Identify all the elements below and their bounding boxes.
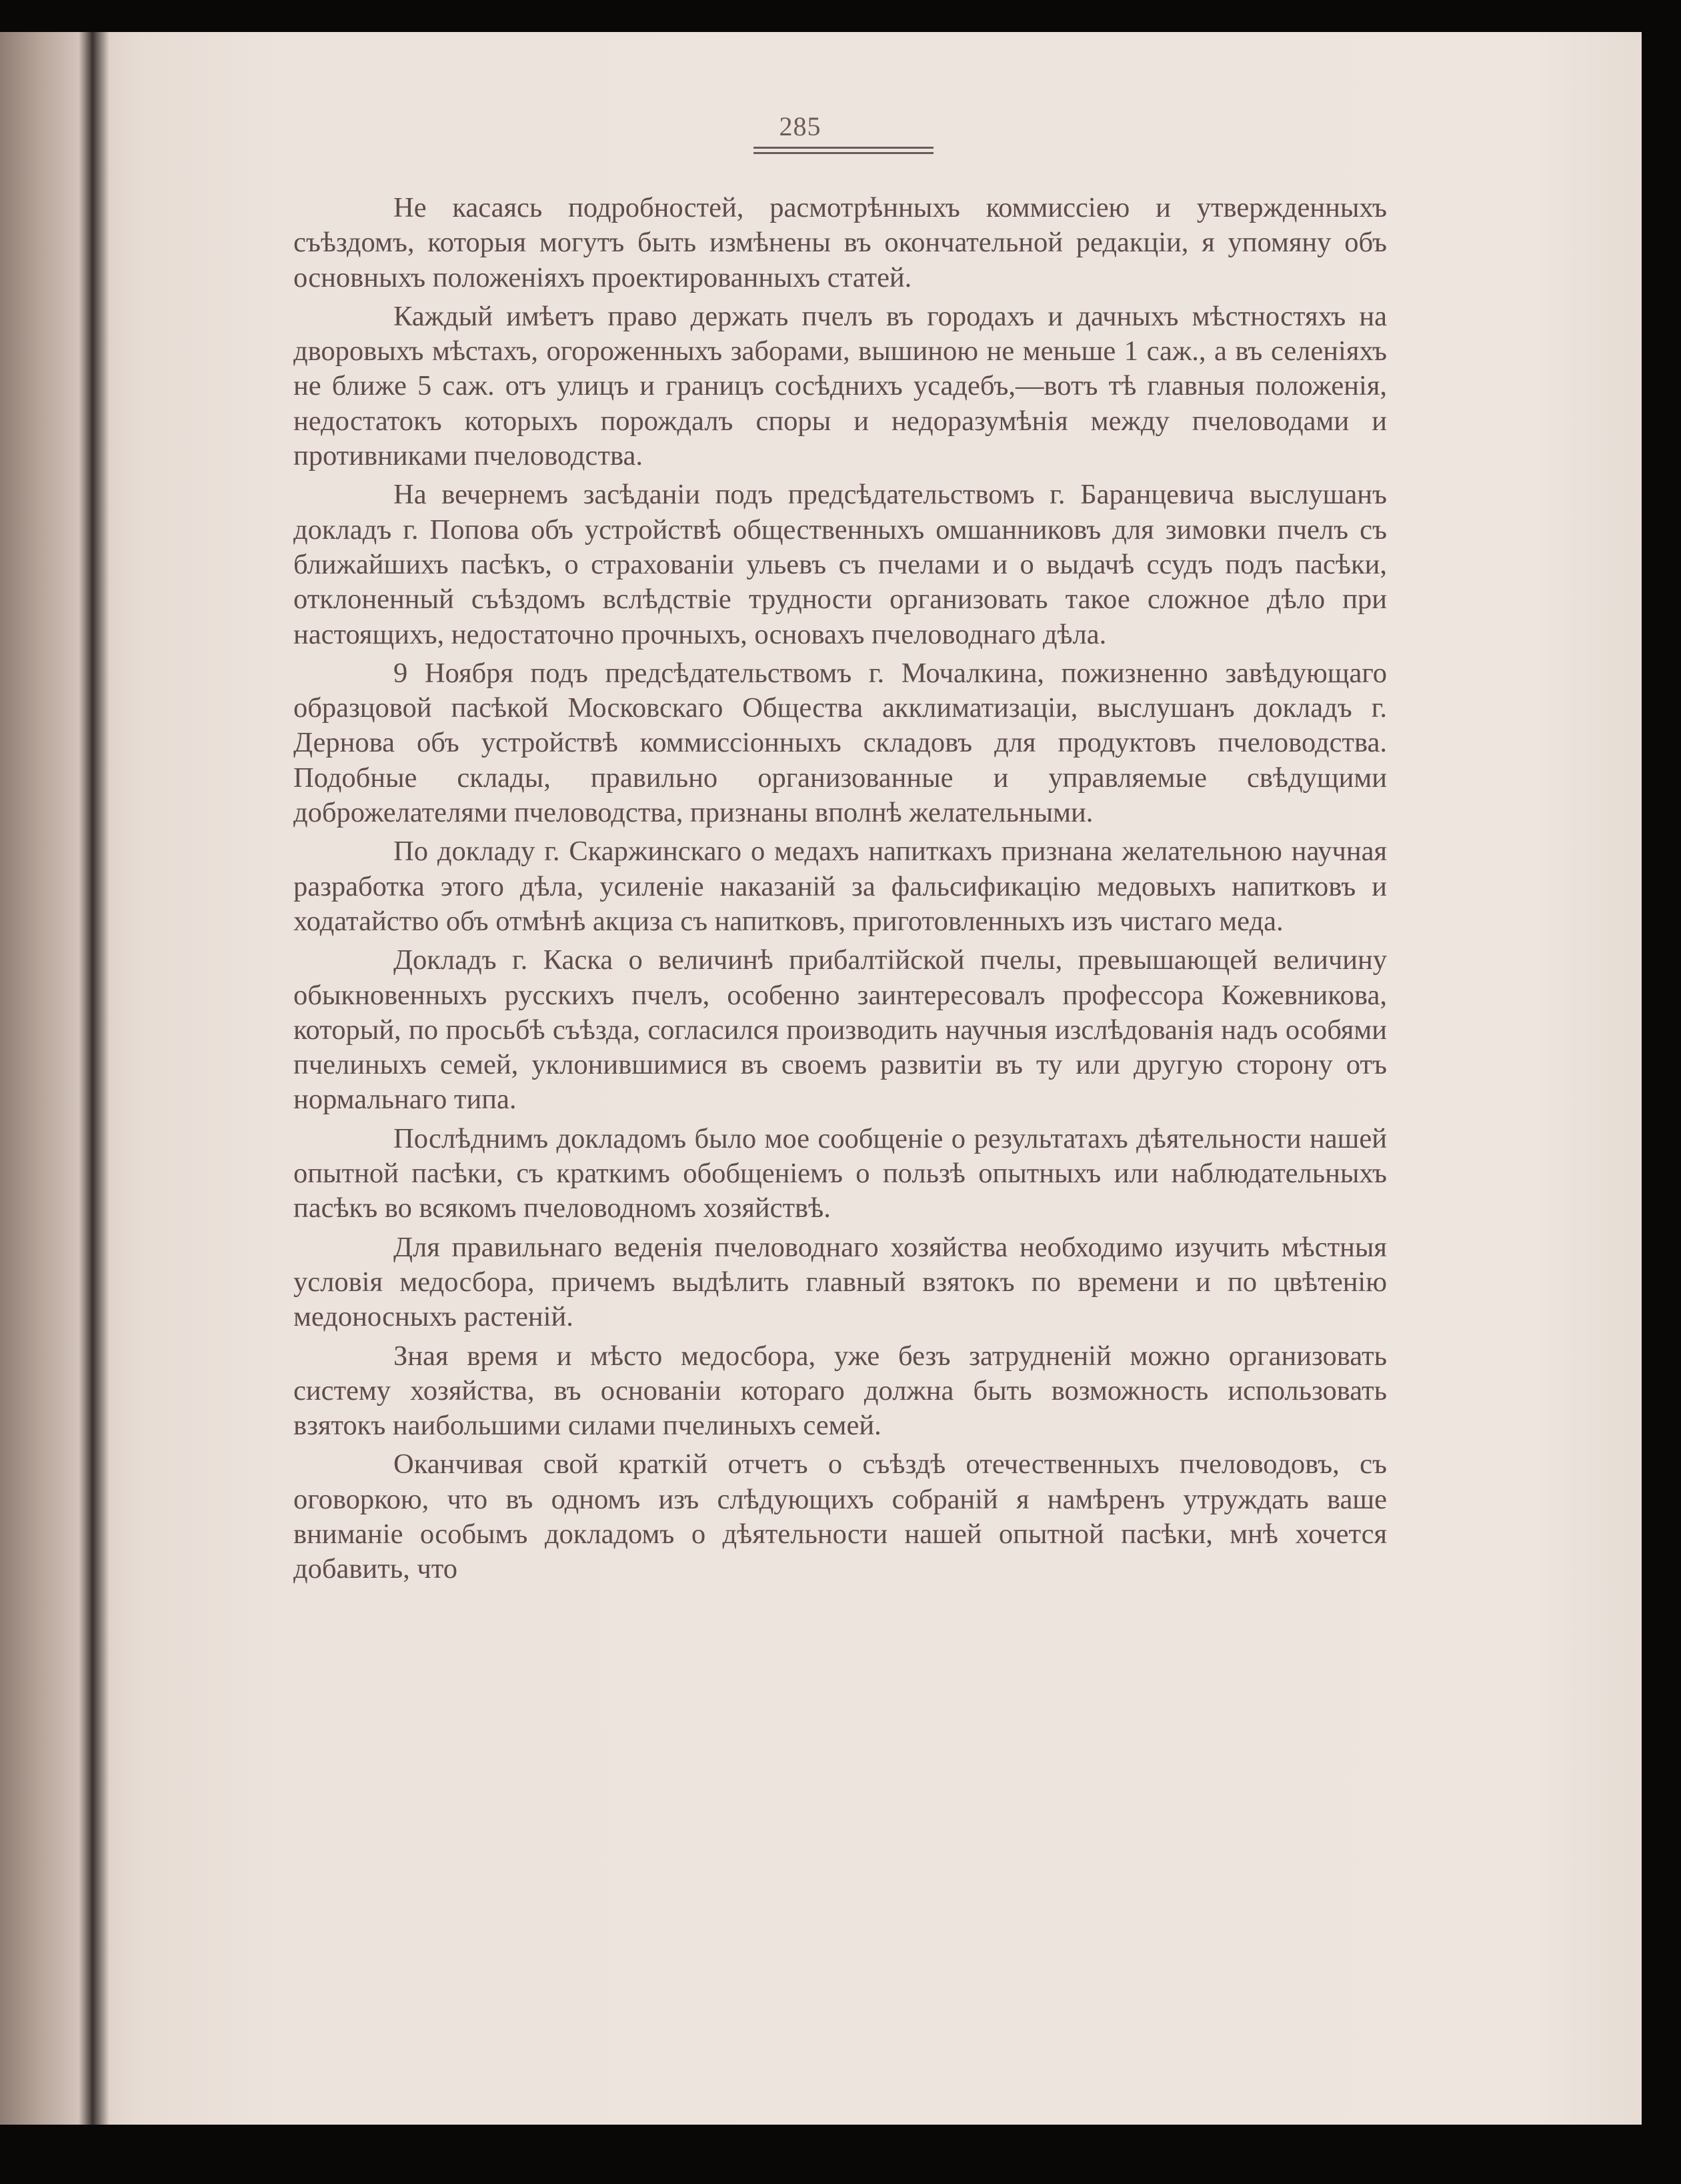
paragraph-management-conditions: Для правильнаго веденiя пчеловоднаго хозяйства необходимо изучить мѣстныя условiя медосбора, причемъ выдѣлить главный взятокъ по времени и по цвѣтенiю медоносныхъ растенiй. [293, 1231, 1387, 1333]
header-rule-top [753, 147, 934, 149]
page-number: 285 [779, 111, 821, 141]
paragraph-honey-flow-system: Зная время и мѣсто медосбора, уже безъ затрудненiй можно организовать систему хозяйства, въ основанiи котораго должна быть возможность использовать взятокъ наибольшими силами пчелиныхъ семей. [293, 1340, 1387, 1442]
paragraph-concluding-report: Оканчивая свой краткiй отчетъ о съѣздѣ отечественныхъ пчеловодовъ, съ оговоркою, что въ одномъ изъ слѣдующихъ собранiй я намѣренъ утруждать ваше вниманiе особымъ докладомъ о дѣятельности нашей опытной пасѣки, мнѣ хочется добавить, что [293, 1448, 1387, 1585]
header-rule-bottom [753, 152, 934, 154]
book-page [0, 32, 1642, 2125]
paragraph-commission-provisions: Не касаясь подробностей, расмотрѣнныхъ коммиссiею и утвержденныхъ съѣздомъ, которыя могутъ быть измѣнены въ окончательной редакцiи, я упомяну объ основныхъ положенiяхъ проектированныхъ статей. [293, 192, 1387, 293]
paragraph-baltic-bee-report: Докладъ г. Каска о величинѣ прибалтiйской пчелы, превышающей величину обыкновенныхъ русскихъ пчелъ, особенно заинтересовалъ профессора Кожевникова, который, по просьбѣ съѣзда, согласился производить научныя изслѣдованiя надъ особями пчелиныхъ семей, уклонившимися въ своемъ развитiи въ ту или другую сторону отъ нормальнаго типа. [293, 944, 1387, 1116]
paragraph-november-9-session: 9 Ноября подъ предсѣдательствомъ г. Мочалкина, пожизненно завѣдующаго образцовой пасѣкой Московскаго Общества акклиматизацiи, выслушанъ докладъ г. Дернова объ устройствѣ коммиссiонныхъ складовъ для продуктовъ пчеловодства. Подобные склады, правильно организованные и управляемые свѣдущими доброжелателями пчеловодства, признаны вполнѣ желательными. [293, 657, 1387, 829]
paragraph-evening-session: На вечернемъ засѣданiи подъ предсѣдательствомъ г. Баранцевича выслушанъ докладъ г. Попова объ устройствѣ общественныхъ омшанниковъ для зимовки пчелъ съ ближайшихъ пасѣкъ, о страхованiи ульевъ съ пчелами и о выдачѣ ссудъ подъ пасѣки, отклоненный съѣздомъ вслѣдствiе трудности организовать такое сложное дѣло при настоящихъ, недостаточно прочныхъ, основахъ пчеловоднаго дѣла. [293, 479, 1387, 650]
book-spine-shadow [79, 32, 109, 2125]
paragraph-beekeeping-rights: Каждый имѣетъ право держать пчелъ въ городахъ и дачныхъ мѣстностяхъ на дворовыхъ мѣстахъ, огороженныхъ заборами, вышиною не меньше 1 саж., а въ селенiяхъ не ближе 5 саж. отъ улицъ и границъ сосѣднихъ усадебъ,—вотъ тѣ главныя положенiя, недостатокъ которыхъ порождалъ споры и недоразумѣнiя между пчеловодами и противниками пчеловодства. [293, 300, 1387, 472]
paragraph-honey-drinks-report: По докладу г. Скаржинскаго о медахъ напиткахъ признана желательною научная разработка этого дѣла, усиленiе наказанiй за фальсификацiю медовыхъ напитковъ и ходатайство объ отмѣнѣ акциза съ напитковъ, приготовленныхъ изъ чистаго меда. [293, 836, 1387, 937]
paragraph-experimental-apiary-report: Послѣднимъ докладомъ было мое сообщенiе о результатахъ дѣятельности нашей опытной пасѣки, съ краткимъ обобщенiемъ о пользѣ опытныхъ или наблюдательныхъ пасѣкъ во всякомъ пчеловодномъ хозяйствѣ. [293, 1122, 1387, 1224]
page-body-text [293, 191, 1387, 1591]
